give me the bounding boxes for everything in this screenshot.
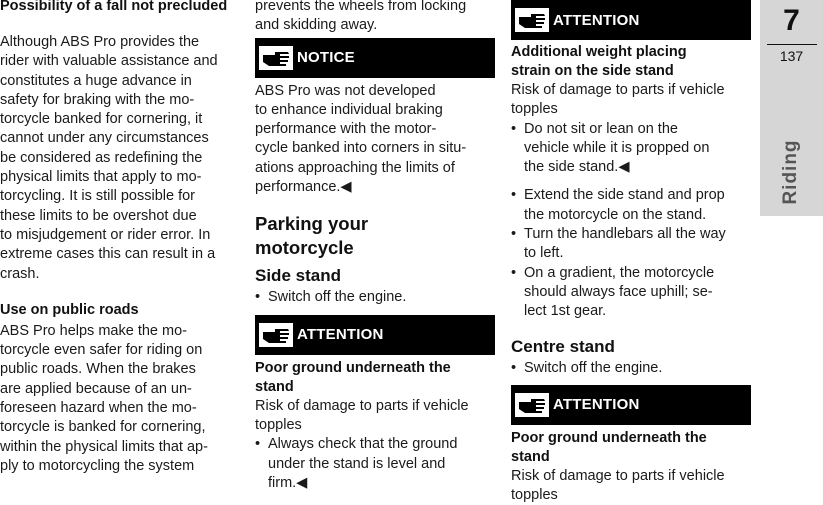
text-line: be considered as redefining the <box>0 149 203 166</box>
text-line: torcycle is banked for cornering, <box>0 419 206 436</box>
heading-centre-stand: Centre stand <box>511 336 615 356</box>
text-line: • Turn the handlebars all the way <box>524 226 726 243</box>
text-line: Risk of damage to parts if vehicle <box>511 82 725 98</box>
column-2 <box>255 0 495 493</box>
tab-divider <box>767 44 817 45</box>
paragraph-notice <box>255 82 495 198</box>
text-line: ABS Pro was not developed <box>255 82 436 99</box>
heading-additional-weight <box>511 43 751 81</box>
risk-text <box>511 81 751 120</box>
text-line: lect 1st gear. <box>524 303 607 320</box>
text-line: firm.◀ <box>268 474 308 491</box>
text-line: • Do not sit or lean on the <box>524 120 678 137</box>
text-line: torcycle even safer for riding on <box>0 342 203 359</box>
attention-label: ATTENTION <box>297 326 384 344</box>
text-line: to enhance individual braking <box>255 101 443 118</box>
text-line: are applied because of an un- <box>0 380 192 397</box>
bullet-do-not-sit <box>511 120 751 178</box>
text-line: these limits to be overshot due <box>0 207 197 224</box>
attention-label: ATTENTION <box>553 11 640 29</box>
heading-parking <box>255 212 495 260</box>
text-line: physical limits that apply to mo- <box>0 169 202 186</box>
text-line: Although ABS Pro provides the <box>0 34 200 50</box>
text-line: topples <box>255 416 302 433</box>
chapter-tab <box>760 0 823 216</box>
bullet-check-ground <box>255 435 495 493</box>
heading-fall-not-precluded: Possibility of a fall not precluded <box>0 0 228 14</box>
heading-side-stand: Side stand <box>255 266 341 286</box>
column-3 <box>511 0 751 505</box>
text-line: topples <box>511 101 558 118</box>
hand-pointing-icon <box>259 323 293 347</box>
heading-line: Additional weight placing <box>511 44 687 60</box>
column-1 <box>0 0 240 476</box>
text-line: torcycling. It is still possible for <box>0 188 196 205</box>
text-line: cannot under any circumstances <box>0 130 209 147</box>
text-line: performance with the motor- <box>255 121 437 138</box>
text-line: should always face uphill; se- <box>524 283 713 300</box>
heading-public-roads: Use on public roads <box>0 301 139 318</box>
heading-line: Poor ground underneath the <box>255 359 451 376</box>
text-line: • Extend the side stand and prop <box>524 187 725 204</box>
heading-poor-ground <box>255 359 495 397</box>
hand-pointing-icon <box>259 46 293 70</box>
text-line: under the stand is level and <box>268 455 446 472</box>
text-line: the motorcycle on the stand. <box>524 206 707 223</box>
text-line: rider with valuable assistance and <box>0 53 218 70</box>
bullet-switch-off: • Switch off the engine. <box>511 359 751 378</box>
heading-line: Parking your <box>255 213 369 235</box>
text-line: extreme cases this can result in a <box>0 246 216 263</box>
heading-line: Poor ground underneath the <box>511 429 707 446</box>
text-line: performance.◀ <box>255 179 352 196</box>
hand-pointing-icon <box>515 393 549 417</box>
heading-line: motorcycle <box>255 237 354 259</box>
text-line: crash. <box>0 265 40 282</box>
page-number: 137 <box>779 48 804 64</box>
attention-label: ATTENTION <box>553 396 640 414</box>
text-line: prevents the wheels from locking <box>255 0 467 14</box>
heading-line: stand <box>255 378 294 395</box>
text-line: the side stand.◀ <box>524 159 630 176</box>
notice-bar <box>255 38 495 78</box>
chapter-number: 7 <box>783 4 800 37</box>
text-line: and skidding away. <box>255 17 378 34</box>
paragraph-continued <box>255 0 495 36</box>
text-line: Risk of damage to parts if vehicle <box>511 467 725 484</box>
paragraph-fall <box>0 33 240 284</box>
bullet-turn-handlebars <box>511 225 751 264</box>
text-line: ply to motorcycling the system <box>0 457 195 474</box>
attention-bar <box>511 385 751 425</box>
heading-line: strain on the side stand <box>511 63 674 79</box>
bullet-gradient <box>511 264 751 322</box>
risk-text <box>511 467 751 505</box>
heading-poor-ground <box>511 429 751 467</box>
bullet-extend-stand <box>511 186 751 225</box>
text-line: topples <box>511 487 558 504</box>
text-line: Risk of damage to parts if vehicle <box>255 397 469 414</box>
heading-line: stand <box>511 448 550 465</box>
bullet-switch-off: • Switch off the engine. <box>255 288 495 307</box>
text-line: • Always check that the ground <box>268 436 458 453</box>
text-line: vehicle while it is propped on <box>524 139 710 156</box>
text-line: safety for braking with the mo- <box>0 91 195 108</box>
text-line: within the physical limits that ap- <box>0 438 208 455</box>
text-line: constitutes a huge advance in <box>0 72 192 89</box>
text-line: ations approaching the limits of <box>255 159 455 176</box>
section-title: Riding <box>780 139 801 205</box>
risk-text <box>255 397 495 436</box>
text-line: ABS Pro helps make the mo- <box>0 322 187 339</box>
text-line: cycle banked into corners in situ- <box>255 140 467 157</box>
text-line: foreseen hazard when the mo- <box>0 400 197 417</box>
notice-label: NOTICE <box>297 49 355 67</box>
text-line: • On a gradient, the motorcycle <box>524 264 715 281</box>
attention-bar <box>511 0 751 40</box>
text-line: to left. <box>524 245 564 262</box>
paragraph-public <box>0 322 240 476</box>
hand-pointing-icon <box>515 8 549 32</box>
text-line: torcycle banked for cornering, it <box>0 111 203 128</box>
text-line: public roads. When the brakes <box>0 361 196 378</box>
text-line: to misjudgement or rider error. In <box>0 226 211 243</box>
attention-bar <box>255 315 495 355</box>
